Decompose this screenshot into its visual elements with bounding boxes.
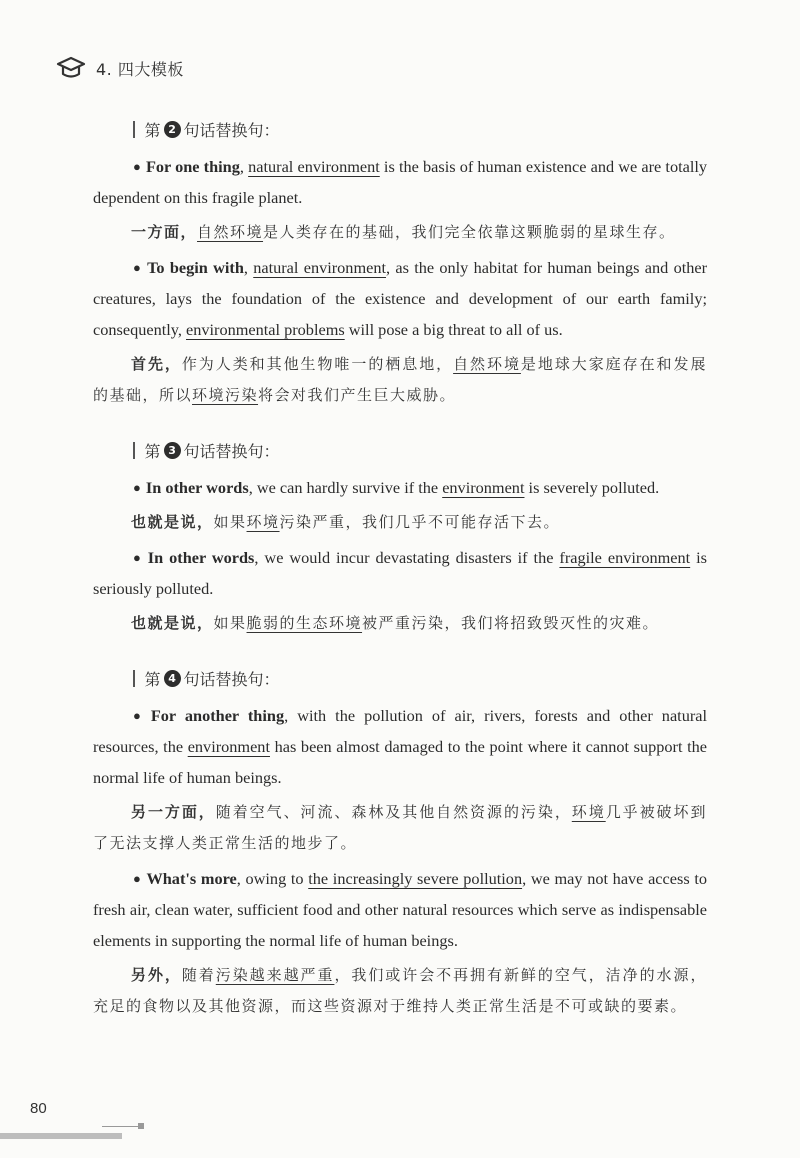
section-number-badge: 3 [164,442,181,459]
chinese-translation: 一方面，自然环境是人类存在的基础，我们完全依靠这颗脆弱的星球生存。 [131,223,676,241]
english-sentence: ● What's more, owing to the increasingly severe pollution, we may not have access to fresh air, clean water, sufficient food and other natural resources which serve as indispensable elements in supporting the normal life of human beings. [93,869,707,950]
key-phrase: natural environment [253,258,387,277]
key-phrase: fragile environment [559,548,691,567]
sentence-lead: In other words [145,478,249,497]
key-phrase: environment [187,737,270,756]
key-phrase: natural environment [248,157,380,176]
replacement-section-4 [93,667,707,1022]
section-number-badge: 4 [164,670,181,687]
replacement-section-2 [93,118,707,411]
key-phrase: environment [442,478,525,497]
translation-lead: 一方面， [131,223,198,241]
bullet-icon: ● [133,159,141,174]
heading-suffix: 句话替换句： [183,670,280,689]
sentence-lead: In other words [147,548,255,567]
sentence-lead: What's more [146,869,237,888]
page-content [93,112,707,1050]
heading-prefix: 第 [144,670,161,689]
section-heading [133,118,707,141]
key-phrase-zh: 自然环境 [453,355,521,373]
chinese-translation: 首先，作为人类和其他生物唯一的栖息地，自然环境是地球大家庭存在和发展的基础，所以环境污染将会对我们产生巨大威胁。 [93,355,707,404]
key-phrase-zh: 污染越来越严重 [215,966,335,984]
section-heading [133,439,707,462]
section-heading [133,667,707,690]
key-phrase: environmental problems [186,320,345,339]
bullet-icon: ● [133,708,146,723]
chinese-translation: 另外，随着污染越来越严重，我们或许会不再拥有新鲜的空气，洁净的水源，充足的食物以及其他资源，而这些资源对于维持人类正常生活是不可或缺的要素。 [93,966,707,1015]
translation-lead: 首先， [131,355,182,373]
sentence-lead: For another thing [150,706,285,725]
heading-suffix: 句话替换句： [183,121,280,140]
key-phrase-zh: 环境 [246,513,280,531]
key-phrase-zh: 环境 [571,803,606,821]
english-sentence: ● In other words, we can hardly survive if the environment is severely polluted. [133,478,660,497]
translation-lead: 另一方面， [131,803,216,821]
key-phrase-zh: 脆弱的生态环境 [246,614,363,632]
bullet-icon: ● [133,260,143,275]
bullet-icon: ● [133,550,143,565]
heading-prefix: 第 [144,121,161,140]
chinese-translation: 也就是说，如果脆弱的生态环境被严重污染，我们将招致毁灭性的灾难。 [131,614,660,632]
translation-lead: 也就是说， [131,513,214,531]
chinese-translation: 另一方面，随着空气、河流、森林及其他自然资源的污染，环境几乎被破坏到了无法支撑人类正常生活的地步了。 [93,803,707,852]
footer-line [102,1126,138,1127]
graduation-cap-icon [56,55,86,81]
footer-rule [0,1133,122,1139]
heading-bar [133,442,135,459]
heading-suffix: 句话替换句： [183,442,280,461]
sentence-lead: To begin with [147,258,244,277]
english-sentence: ● In other words, we would incur devastating disasters if the fragile environment is seriously polluted. [93,548,708,598]
heading-prefix: 第 [144,442,161,461]
english-sentence: ● For another thing, with the pollution of air, rivers, forests and other natural resources, the environment has been almost damaged to the point where it cannot support the normal life of human beings. [93,706,708,787]
heading-bar [133,121,135,138]
page-header [56,54,184,82]
heading-bar [133,670,135,687]
key-phrase-zh: 环境污染 [192,386,259,404]
bullet-icon: ● [133,871,142,886]
key-phrase-zh: 自然环境 [197,223,264,241]
replacement-section-3 [93,439,707,639]
sentence-lead: For one thing [145,157,240,176]
bullet-icon: ● [133,480,141,495]
translation-lead: 另外， [131,966,182,984]
english-sentence: ● For one thing, natural environment is the basis of human existence and we are totally dependent on this fragile planet. [93,157,708,207]
section-number-badge: 2 [164,121,181,138]
english-sentence: ● To begin with, natural environment, as the only habitat for human beings and other creatures, lays the foundation of the existence and development of our earth family; consequently, environmental problems will pose a big threat to all of us. [93,258,708,339]
chinese-translation: 也就是说，如果环境污染严重，我们几乎不可能存活下去。 [131,513,561,531]
key-phrase: the increasingly severe pollution [308,869,523,888]
chapter-title: 4. 四大模板 [96,59,184,79]
page-number: 80 [30,1100,47,1117]
translation-lead: 也就是说， [131,614,214,632]
footer-marker [138,1123,144,1129]
